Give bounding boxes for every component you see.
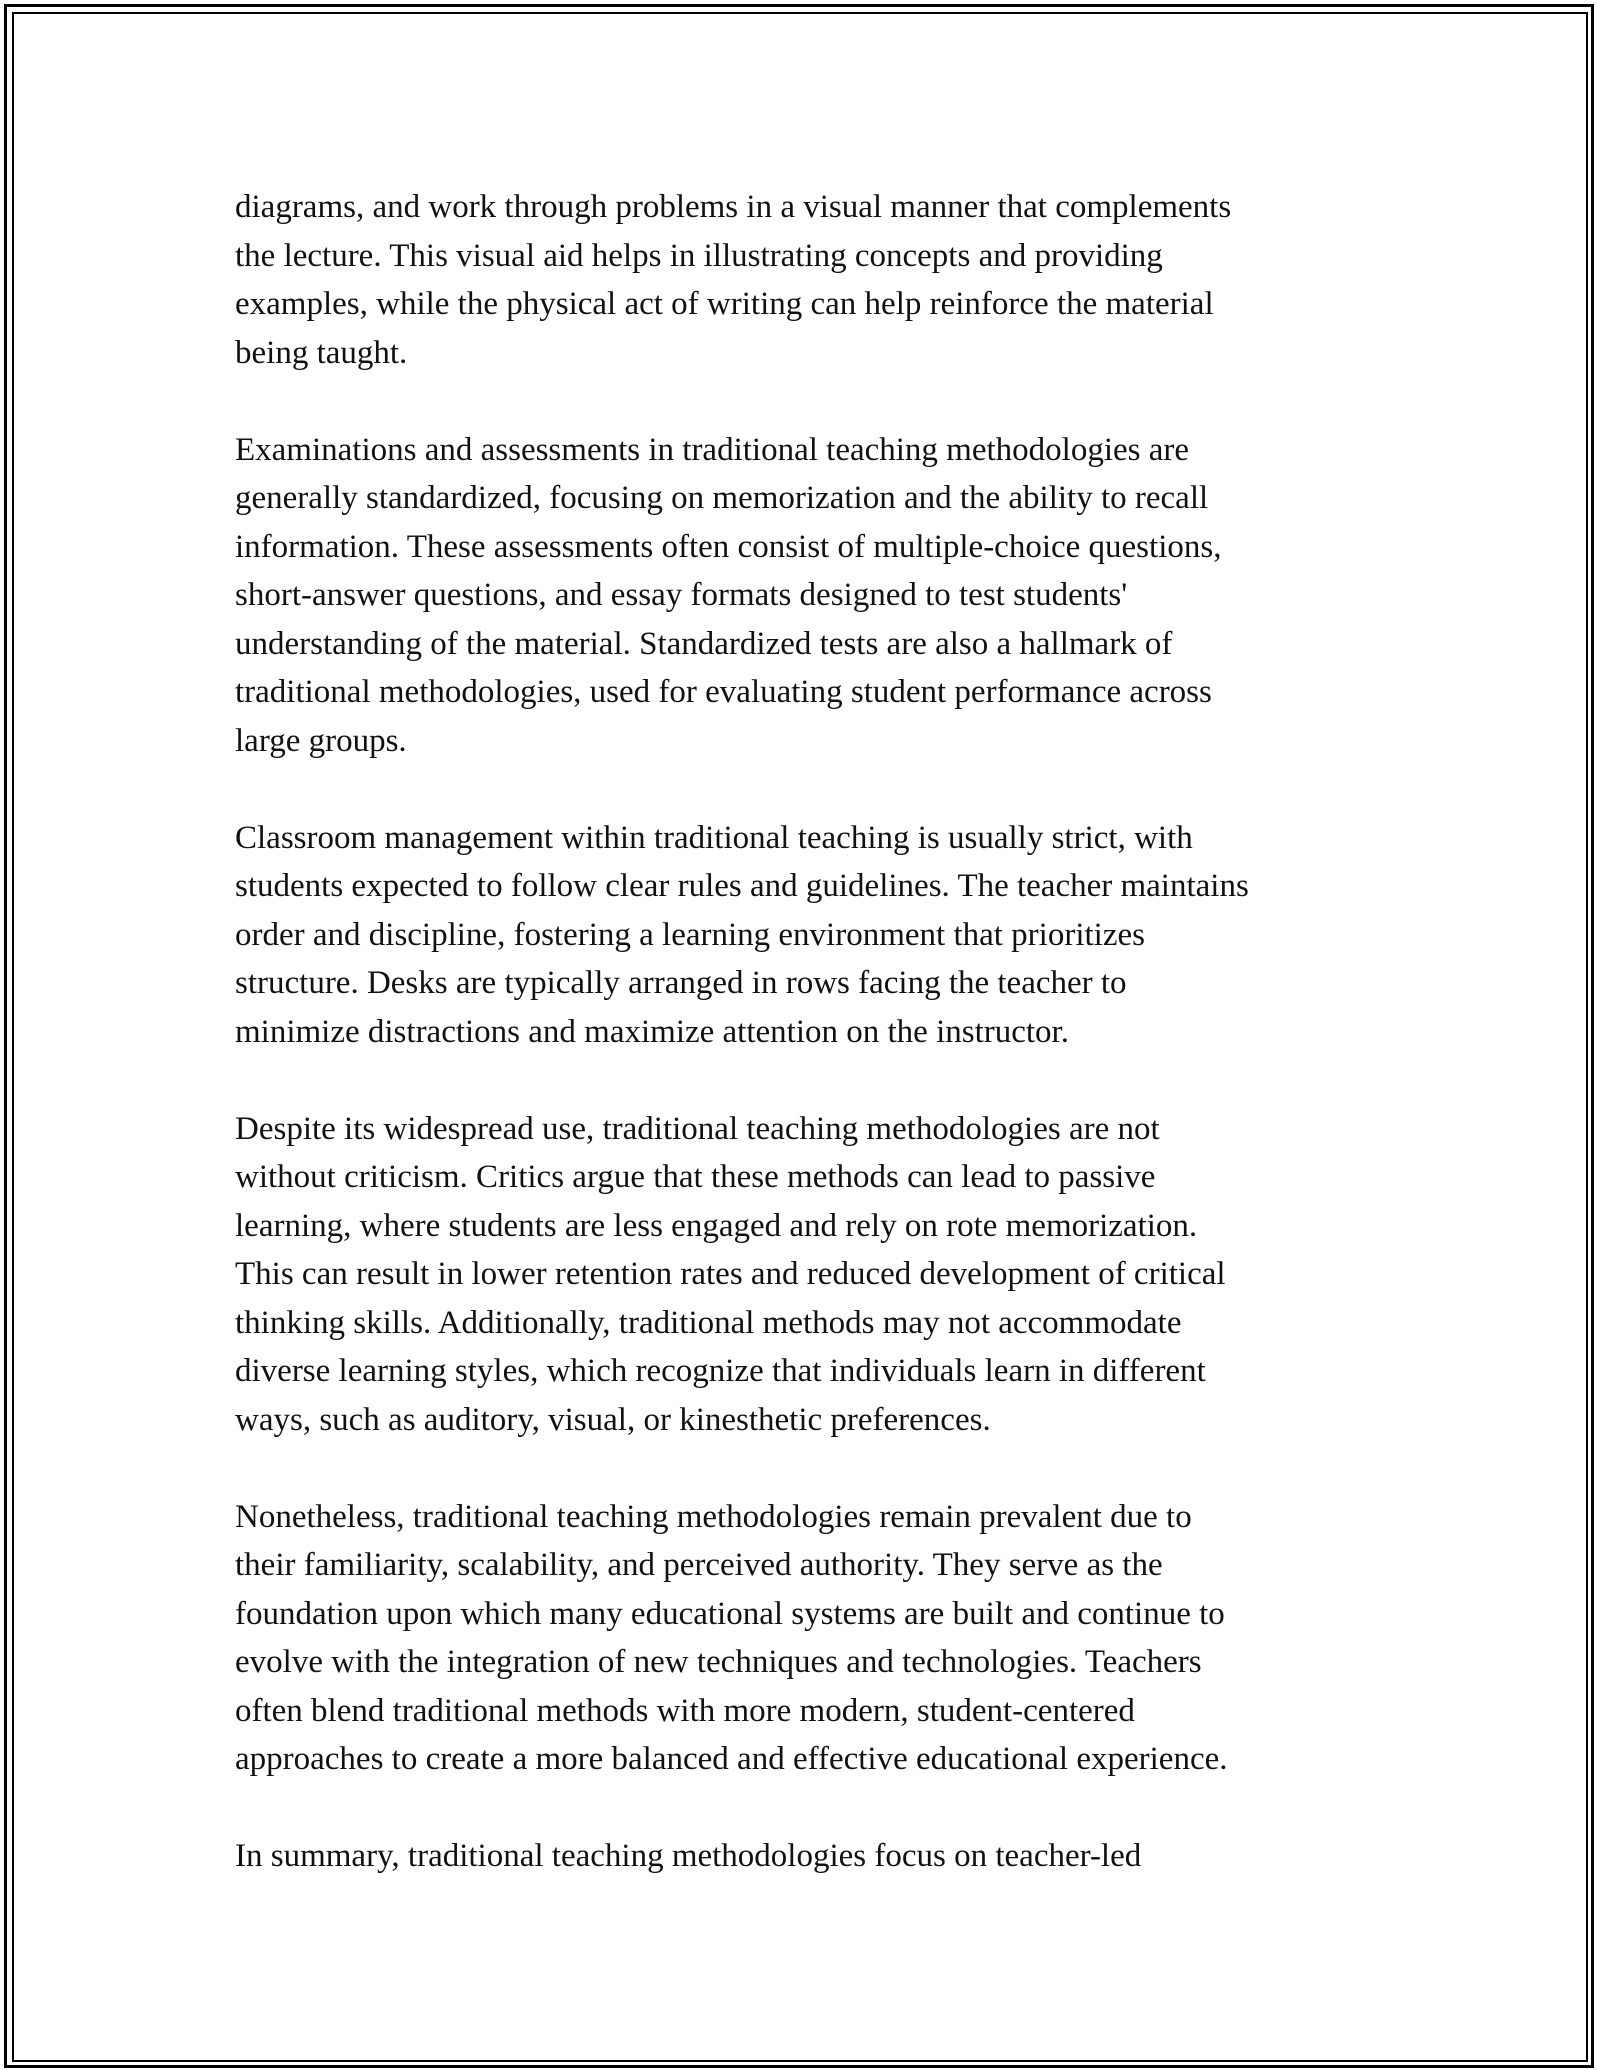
text-line: understanding of the material. Standardized tests are also a hallmark of bbox=[235, 625, 1173, 662]
text-line: Despite its widespread use, traditional teaching methodologies are not bbox=[235, 1110, 1160, 1147]
text-line: examples, while the physical act of writing can help reinforce the material bbox=[235, 286, 1214, 322]
text-line: information. These assessments often consist of multiple-choice questions, bbox=[235, 528, 1222, 565]
paragraph-5 bbox=[235, 1493, 1375, 1784]
text-line: without criticism. Critics argue that these methods can lead to passive bbox=[235, 1159, 1156, 1195]
text-line: approaches to create a more balanced and effective educational experience. bbox=[235, 1741, 1228, 1777]
text-line: ways, such as auditory, visual, or kinesthetic preferences. bbox=[235, 1401, 991, 1438]
text-line: diagrams, and work through problems in a visual manner that complements bbox=[235, 189, 1232, 225]
paragraph-1 bbox=[235, 183, 1375, 377]
text-line: This can result in lower retention rates and reduced development of critical bbox=[235, 1256, 1226, 1292]
paragraph-3 bbox=[235, 814, 1375, 1057]
text-line: diverse learning styles, which recognize that individuals learn in different bbox=[235, 1353, 1206, 1389]
text-line: generally standardized, focusing on memorization and the ability to recall bbox=[235, 480, 1209, 516]
text-line: often blend traditional methods with more modern, student-centered bbox=[235, 1692, 1135, 1729]
text-line: Classroom management within traditional teaching is usually strict, with bbox=[235, 819, 1193, 856]
text-line: In summary, traditional teaching methodologies focus on teacher-led bbox=[235, 1838, 1142, 1874]
text-line: Nonetheless, traditional teaching methodologies remain prevalent due to bbox=[235, 1498, 1192, 1535]
text-line: foundation upon which many educational systems are built and continue to bbox=[235, 1595, 1225, 1632]
text-line: students expected to follow clear rules and guidelines. The teacher maintains bbox=[235, 868, 1249, 904]
paragraph-4 bbox=[235, 1105, 1375, 1445]
document-body bbox=[235, 183, 1375, 1881]
text-line: order and discipline, fostering a learning environment that prioritizes bbox=[235, 916, 1145, 953]
text-line: their familiarity, scalability, and perceived authority. They serve as the bbox=[235, 1547, 1163, 1583]
text-line: the lecture. This visual aid helps in illustrating concepts and providing bbox=[235, 237, 1163, 274]
text-line: thinking skills. Additionally, traditional methods may not accommodate bbox=[235, 1304, 1182, 1341]
text-line: minimize distractions and maximize attention on the instructor. bbox=[235, 1013, 1069, 1050]
text-line: structure. Desks are typically arranged in rows facing the teacher to bbox=[235, 965, 1127, 1001]
text-line: large groups. bbox=[235, 722, 407, 759]
text-line: short-answer questions, and essay formats designed to test students' bbox=[235, 577, 1128, 613]
text-line: Examinations and assessments in traditional teaching methodologies are bbox=[235, 431, 1190, 468]
text-line: learning, where students are less engaged and rely on rote memorization. bbox=[235, 1207, 1198, 1244]
text-line: traditional methodologies, used for evaluating student performance across bbox=[235, 674, 1212, 710]
text-line: evolve with the integration of new techniques and technologies. Teachers bbox=[235, 1644, 1202, 1680]
text-line: being taught. bbox=[235, 334, 408, 371]
paragraph-6 bbox=[235, 1832, 1375, 1881]
paragraph-2 bbox=[235, 426, 1375, 766]
